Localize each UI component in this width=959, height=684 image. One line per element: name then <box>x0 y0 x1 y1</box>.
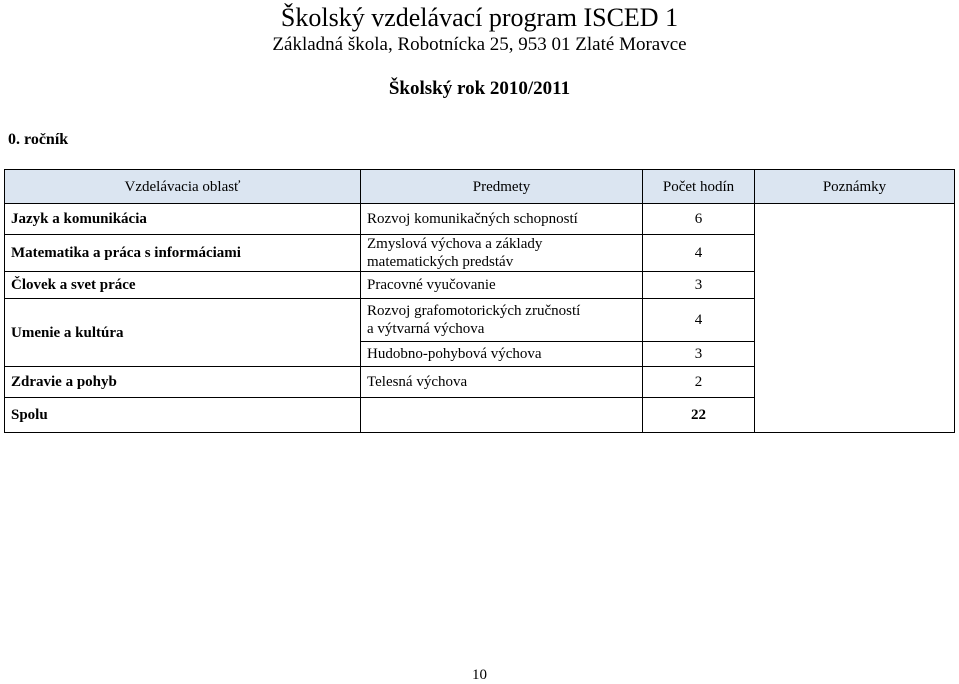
hours-cell: 4 <box>643 235 755 272</box>
school-year: Školský rok 2010/2011 <box>388 78 571 99</box>
subject-line: Zmyslová výchova a základy <box>367 236 543 252</box>
curriculum-table <box>4 169 955 433</box>
notes-cell <box>755 204 955 433</box>
hours-cell: 3 <box>643 342 755 367</box>
total-hours: 22 <box>643 398 755 433</box>
header-area: Vzdelávacia oblasť <box>5 170 361 204</box>
document-title: Školský vzdelávací program ISCED 1 <box>280 3 679 32</box>
area-cell: Človek a svet práce <box>5 272 361 299</box>
header-subjects: Predmety <box>361 170 643 204</box>
subject-line: matematických predstáv <box>367 254 514 270</box>
hours-cell: 6 <box>643 204 755 235</box>
hours-cell: 3 <box>643 272 755 299</box>
subject-line: Rozvoj grafomotorických zručností <box>367 303 581 319</box>
total-empty-cell <box>361 398 643 433</box>
area-cell: Zdravie a pohyb <box>5 367 361 398</box>
subject-cell <box>361 235 643 272</box>
subject-cell: Hudobno-pohybová výchova <box>361 342 643 367</box>
header-notes: Poznámky <box>755 170 955 204</box>
header-hours: Počet hodín <box>643 170 755 204</box>
table-header-row <box>5 170 955 204</box>
hours-cell: 4 <box>643 299 755 342</box>
school-address: Základná škola, Robotnícka 25, 953 01 Zlaté Moravce <box>272 34 687 55</box>
subject-cell <box>361 299 643 342</box>
area-cell: Matematika a práca s informáciami <box>5 235 361 272</box>
page-number: 10 <box>472 667 487 683</box>
total-label: Spolu <box>5 398 361 433</box>
subject-cell: Pracovné vyučovanie <box>361 272 643 299</box>
subject-cell: Telesná výchova <box>361 367 643 398</box>
subject-line: a výtvarná výchova <box>367 321 485 337</box>
subject-cell: Rozvoj komunikačných schopností <box>361 204 643 235</box>
grade-label: 0. ročník <box>8 131 69 148</box>
area-cell: Jazyk a komunikácia <box>5 204 361 235</box>
area-cell: Umenie a kultúra <box>5 299 361 367</box>
hours-cell: 2 <box>643 367 755 398</box>
table-row <box>5 204 955 235</box>
